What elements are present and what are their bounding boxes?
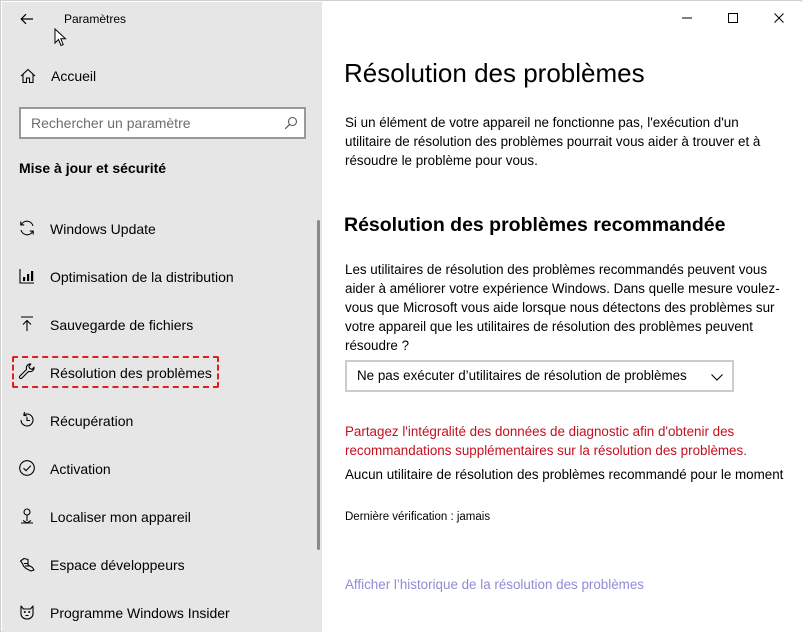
last-check-text: Dernière vérification : jamais (345, 511, 491, 523)
page-title: Résolution des problèmes (344, 58, 645, 88)
nav-home-label: Accueil (51, 68, 97, 84)
find-device-icon (18, 507, 36, 525)
chevron-down-icon (710, 370, 724, 384)
intro-text: Si un élément de votre appareil ne fonctionne pas, l'exécution d'un utilitaire de résolution des problèmes pourrait vous aider à trouver et à résoudre le problème pour vous. (345, 115, 761, 168)
wrench-icon (18, 363, 36, 381)
insider-cat-icon (18, 603, 36, 621)
sidebar (2, 2, 322, 632)
sidebar-item-backup[interactable] (2, 302, 314, 346)
maximize-button[interactable] (710, 2, 756, 34)
sidebar-item-activation[interactable] (2, 446, 314, 490)
section-title: Mise à jour et sécurité (19, 160, 167, 176)
back-button[interactable] (14, 8, 40, 30)
sidebar-item-label: Espace développeurs (50, 557, 185, 573)
sidebar-item-find-device[interactable] (2, 494, 314, 538)
title-bar (2, 2, 322, 34)
sidebar-item-label: Localiser mon appareil (50, 509, 191, 525)
activation-check-icon (18, 459, 36, 477)
sidebar-item-delivery-optimization[interactable] (2, 254, 314, 298)
troubleshoot-preference-dropdown[interactable] (345, 360, 734, 392)
sidebar-item-developers[interactable] (2, 542, 314, 586)
recommended-description: Les utilitaires de résolution des problèmes recommandés peuvent vous aider à améliorer votre expérience Windows. Dans quelle mesure voulez-vous que Microsoft vous aide lorsque nous détectons des problèmes sur votre appareil que les utilitaires de résolution des problèmes peuvent résoudre ? (345, 262, 780, 353)
sidebar-item-label: Programme Windows Insider (50, 605, 230, 621)
no-recommendation-text: Aucun utilitaire de résolution des problèmes recommandé pour le moment (345, 467, 784, 482)
minimize-icon (681, 12, 693, 24)
sidebar-item-label: Sauvegarde de fichiers (50, 317, 194, 333)
sidebar-item-label: Activation (50, 461, 111, 477)
sidebar-item-troubleshoot[interactable] (2, 350, 314, 394)
delivery-optimization-icon (18, 267, 36, 285)
close-icon (773, 12, 785, 24)
close-button[interactable] (756, 2, 802, 34)
recovery-icon (18, 411, 36, 429)
nav-home[interactable] (2, 60, 322, 92)
sidebar-item-label: Windows Update (50, 221, 156, 237)
minimize-button[interactable] (664, 2, 710, 34)
sidebar-item-label: Optimisation de la distribution (50, 269, 234, 285)
maximize-icon (727, 12, 739, 24)
diagnostic-data-warning: Partagez l'intégralité des données de diagnostic afin d'obtenir des recommandations supplémentaires sur la résolution des problèmes. (345, 424, 747, 458)
developer-icon (18, 555, 36, 573)
sidebar-item-recovery[interactable] (2, 398, 314, 442)
mouse-pointer-icon (54, 28, 68, 48)
sidebar-scrollbar[interactable] (317, 220, 320, 550)
dropdown-selected-value: Ne pas exécuter d’utilitaires de résolution de problèmes (357, 368, 687, 383)
backup-arrow-icon (18, 315, 36, 333)
back-arrow-icon (20, 13, 34, 25)
sidebar-item-insider[interactable] (2, 590, 314, 632)
main-content (322, 2, 802, 632)
refresh-icon (18, 219, 36, 237)
troubleshoot-history-link[interactable]: Afficher l’historique de la résolution des problèmes (345, 577, 644, 592)
search-input[interactable] (19, 107, 306, 139)
sidebar-item-windows-update[interactable] (2, 206, 314, 250)
search-placeholder: Rechercher un paramètre (31, 115, 191, 131)
home-icon (19, 67, 37, 85)
sidebar-item-label: Récupération (50, 413, 134, 429)
recommended-section-title: Résolution des problèmes recommandée (344, 214, 726, 236)
app-title: Paramètres (64, 12, 127, 26)
search-icon (284, 116, 298, 130)
sidebar-item-label: Résolution des problèmes (50, 365, 212, 381)
